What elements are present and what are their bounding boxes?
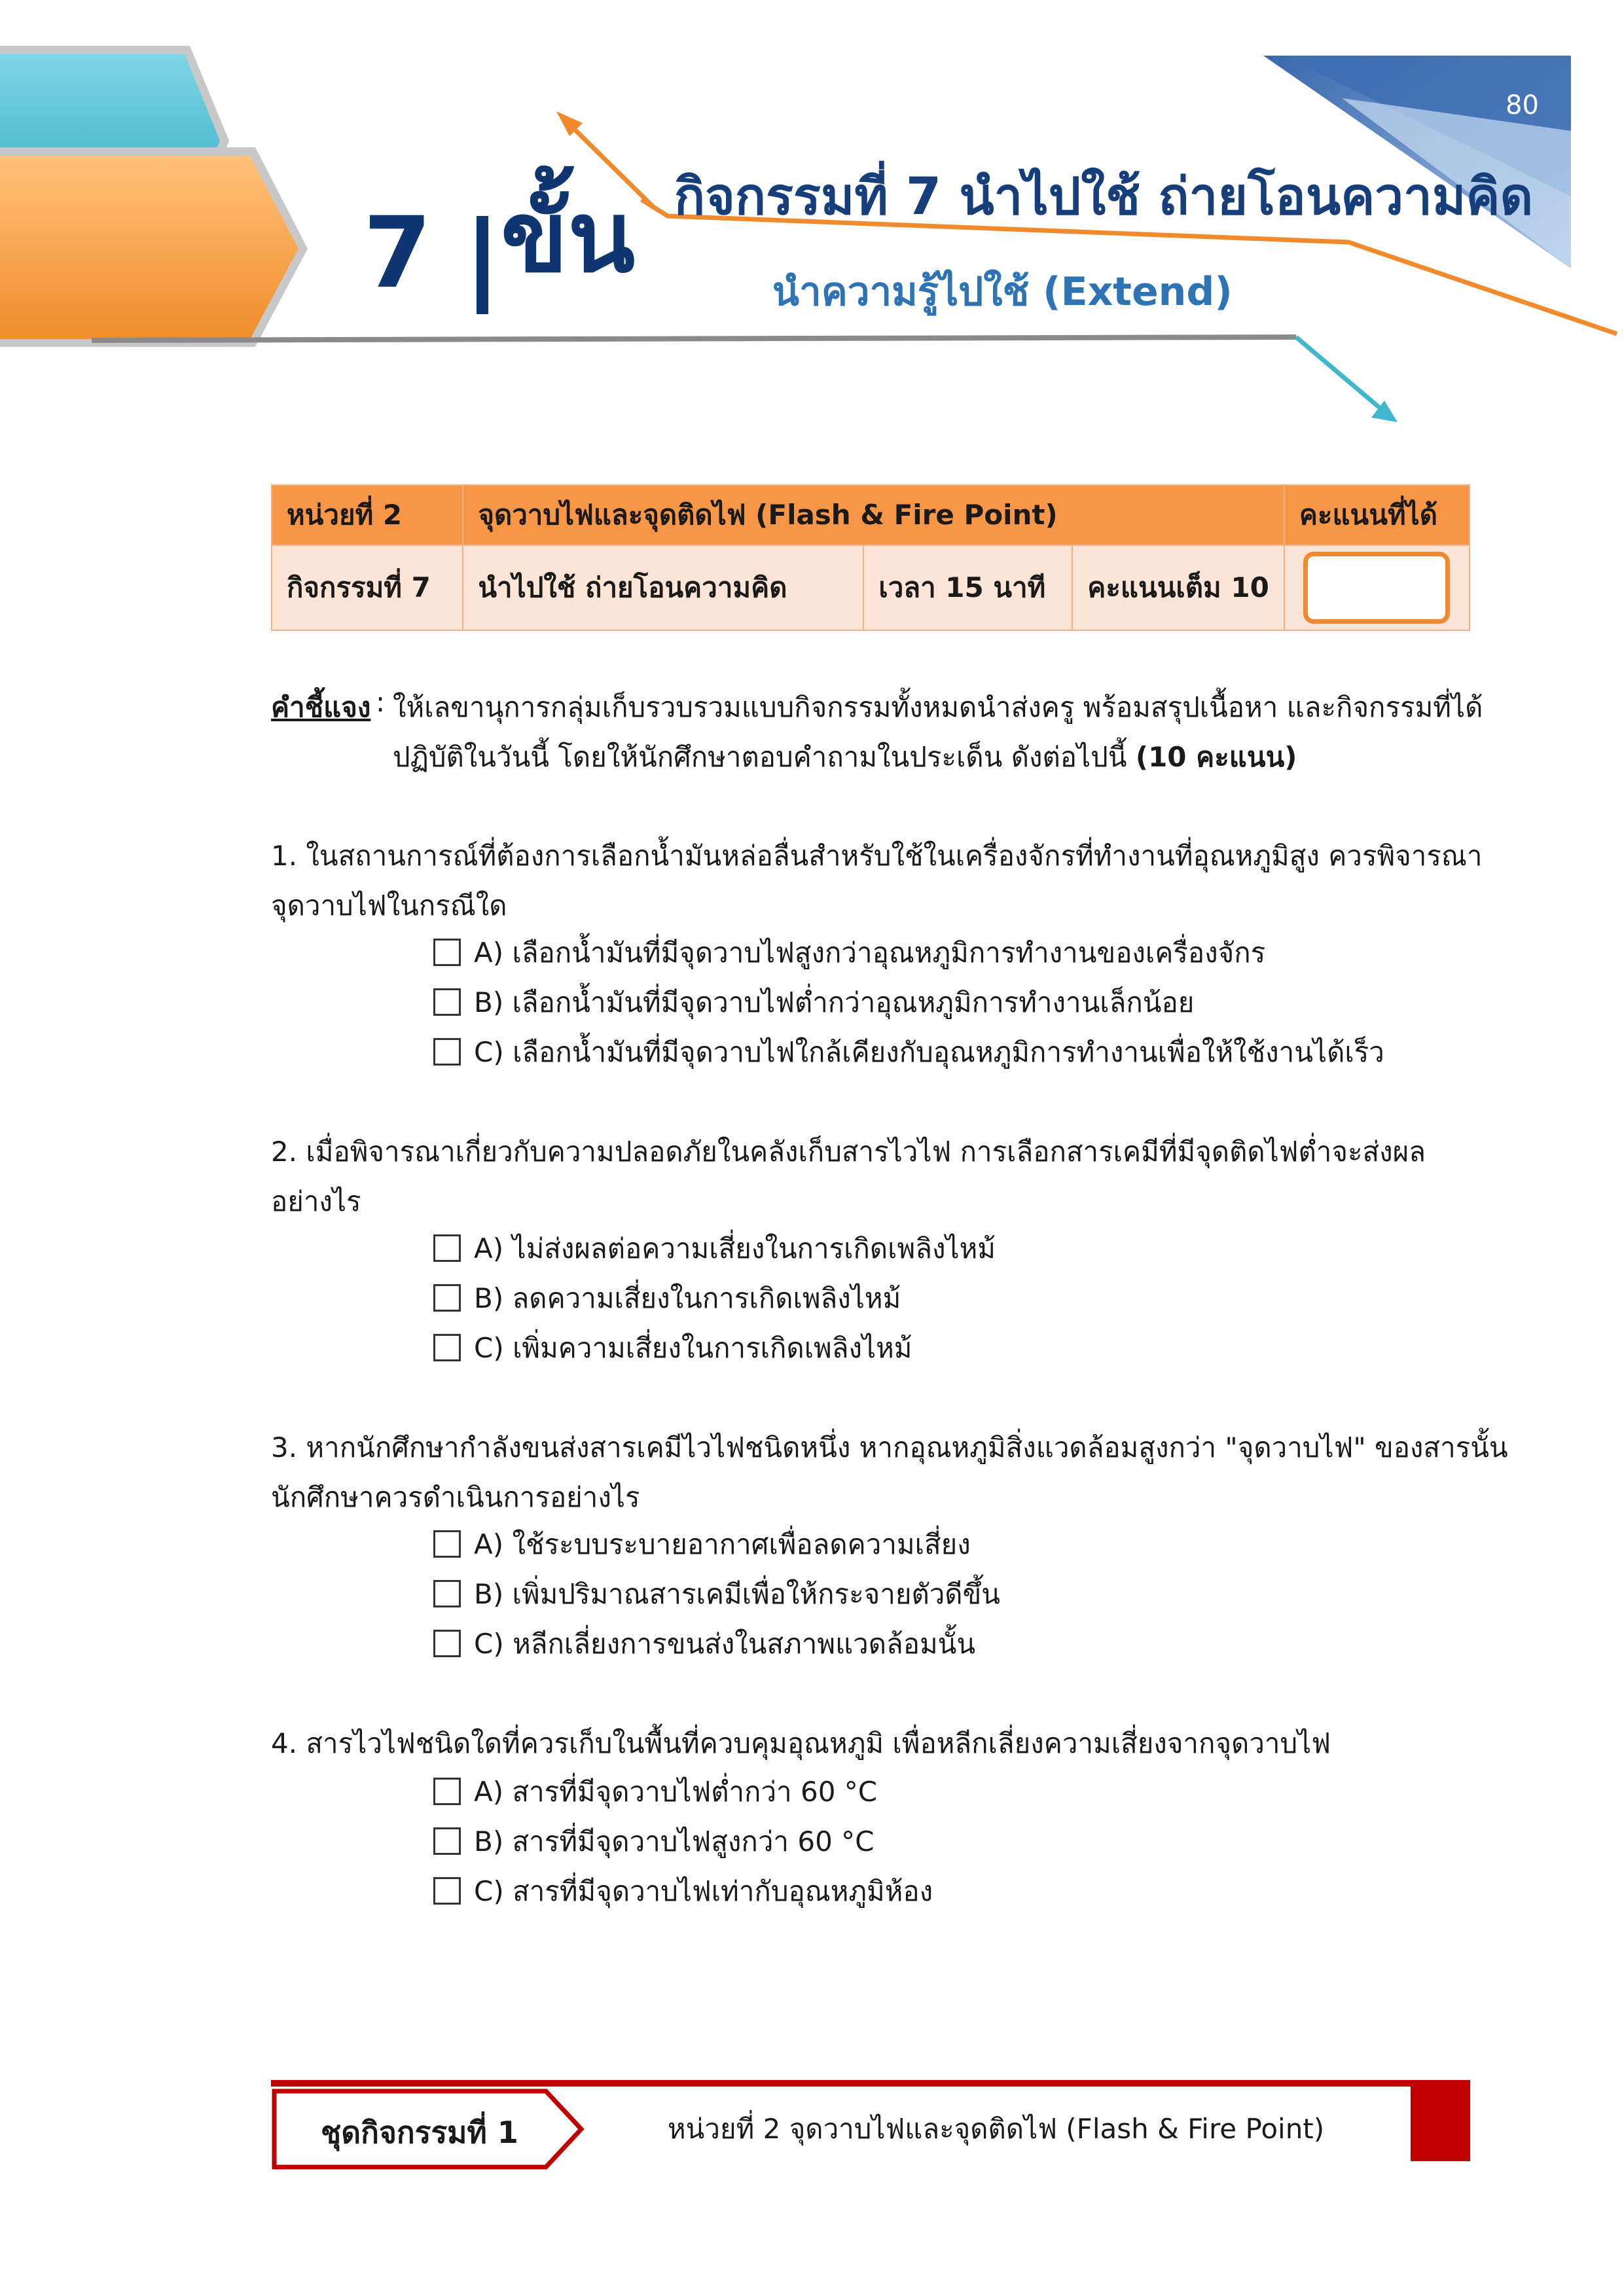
option-label: A) เลือกน้ำมันที่มีจุดวาบไฟสูงกว่าอุณหภูมิการทำงานของเครื่องจักร: [474, 937, 1266, 969]
option-label: A) สารที่มีจุดวาบไฟต่ำกว่า 60 °C: [474, 1776, 878, 1808]
activity-subtitle: นำความรู้ไปใช้ (Extend): [772, 269, 1233, 315]
question-1-option-c[interactable]: [433, 1028, 1384, 1077]
question-3-option-c[interactable]: [433, 1619, 975, 1669]
question-1-line-1: 1. ในสถานการณ์ที่ต้องการเลือกน้ำมันหล่อลื่นสำหรับใช้ในเครื่องจักรที่ทำงานที่อุณหภูมิสูง ควรพิจารณา: [271, 840, 1483, 872]
instructions-label: คำชี้แจง: [271, 691, 371, 723]
step-word: ขั้น: [501, 181, 636, 295]
question-2-line-1: 2. เมื่อพิจารณาเกี่ยวกับความปลอดภัยในคลังเก็บสารไวไฟ การเลือกสารเคมีที่มีจุดติดไฟต่ำจะส่งผล: [271, 1136, 1426, 1168]
step-divider: [477, 216, 488, 314]
question-1: [271, 831, 1483, 931]
score-input-box[interactable]: [1303, 552, 1450, 624]
checkbox[interactable]: [433, 1234, 461, 1262]
step-number: 7: [363, 196, 432, 310]
option-label: C) เพิ่มความเสี่ยงในการเกิดเพลิงไหม้: [474, 1332, 912, 1364]
checkbox[interactable]: [433, 1778, 461, 1805]
activity-title: กิจกรรมที่ 7 นำไปใช้ ถ่ายโอนความคิด: [674, 168, 1534, 226]
checkbox[interactable]: [433, 1827, 461, 1855]
question-3-option-b[interactable]: [433, 1570, 1000, 1619]
option-label: C) เลือกน้ำมันที่มีจุดวาบไฟใกล้เคียงกับอุณหภูมิการทำงานเพื่อให้ใช้งานได้เร็ว: [474, 1036, 1384, 1068]
checkbox[interactable]: [433, 1630, 461, 1657]
orange-arrow-shape: [0, 147, 308, 347]
question-1-option-a[interactable]: [433, 928, 1265, 978]
info-table-header-row: [272, 485, 1470, 545]
option-label: B) ลดความเสี่ยงในการเกิดเพลิงไหม้: [474, 1282, 901, 1314]
teal-arrow-line: [92, 337, 1398, 422]
footer-accent-block: [1411, 2080, 1470, 2161]
checkbox[interactable]: [433, 1038, 461, 1066]
question-2-option-b[interactable]: [433, 1274, 901, 1323]
question-1-option-b[interactable]: [433, 978, 1194, 1028]
question-3-line-2: นักศึกษาควรดำเนินการอย่างไร: [271, 1481, 640, 1513]
question-3-option-a[interactable]: [433, 1520, 971, 1570]
option-label: A) ใช้ระบบระบายอากาศเพื่อลดความเสี่ยง: [474, 1528, 971, 1560]
instructions-line-1: ให้เลขานุการกลุ่มเก็บรวบรวมแบบกิจกรรมทั้งหมดนำส่งครู พร้อมสรุปเนื้อหา และกิจกรรมที่ได้: [393, 691, 1483, 723]
instructions-line-2: [393, 736, 1297, 779]
question-2: [271, 1127, 1475, 1227]
question-1-line-2: จุดวาบไฟในกรณีใด: [271, 889, 507, 922]
checkbox[interactable]: [433, 1530, 461, 1558]
activity-time: เวลา 15 นาที: [863, 545, 1072, 630]
activity-label: กิจกรรมที่ 7: [272, 545, 463, 630]
score-cell: [1284, 545, 1470, 630]
question-2-option-c[interactable]: [433, 1323, 912, 1373]
instructions-colon: :: [376, 686, 386, 718]
question-4: [271, 1719, 1475, 1768]
option-label: B) เพิ่มปริมาณสารเคมีเพื่อให้กระจายตัวดีขึ้น: [474, 1578, 1001, 1610]
instructions-line-2-text: ปฏิบัติในวันนี้ โดยให้นักศึกษาตอบคำถามในประเด็น ดังต่อไปนี้: [393, 741, 1127, 773]
checkbox[interactable]: [433, 1334, 461, 1361]
checkbox[interactable]: [433, 1284, 461, 1312]
question-4-option-a[interactable]: [433, 1767, 877, 1817]
option-label: B) เลือกน้ำมันที่มีจุดวาบไฟต่ำกว่าอุณหภูมิการทำงานเล็กน้อย: [474, 986, 1195, 1018]
full-score: คะแนนเต็ม 10: [1072, 545, 1284, 630]
checkbox[interactable]: [433, 1877, 461, 1905]
question-3: [271, 1423, 1508, 1522]
checkbox[interactable]: [433, 939, 461, 966]
activity-info-table: [271, 484, 1470, 631]
question-3-line-1: 3. หากนักศึกษากำลังขนส่งสารเคมีไวไฟชนิดหนึ่ง หากอุณหภูมิสิ่งแวดล้อมสูงกว่า "จุดวาบไฟ" ของสารนั้น: [271, 1431, 1508, 1463]
footer-rule: [271, 2080, 1470, 2087]
option-label: C) หลีกเลี่ยงการขนส่งในสภาพแวดล้อมนั้น: [474, 1628, 976, 1660]
info-table-detail-row: [272, 545, 1470, 630]
footer-unit-text: หน่วยที่ 2 จุดวาบไฟและจุดติดไฟ (Flash & Fire Point): [668, 2113, 1325, 2145]
question-4-option-b[interactable]: [433, 1817, 874, 1867]
option-label: A) ไม่ส่งผลต่อความเสี่ยงในการเกิดเพลิงไหม้: [474, 1232, 996, 1265]
option-label: C) สารที่มีจุดวาบไฟเท่ากับอุณหภูมิห้อง: [474, 1875, 933, 1907]
score-label: คะแนนที่ได้: [1284, 485, 1470, 545]
activity-name: นำไปใช้ ถ่ายโอนความคิด: [463, 545, 863, 630]
checkbox[interactable]: [433, 988, 461, 1016]
page-number: 80: [1506, 90, 1539, 120]
unit-label: หน่วยที่ 2: [272, 485, 463, 545]
unit-title: จุดวาบไฟและจุดติดไฟ (Flash & Fire Point): [463, 485, 1284, 545]
option-label: B) สารที่มีจุดวาบไฟสูงกว่า 60 °C: [474, 1825, 875, 1857]
question-2-line-2: อย่างไร: [271, 1185, 361, 1217]
question-2-option-a[interactable]: [433, 1224, 996, 1274]
question-4-option-c[interactable]: [433, 1867, 933, 1916]
footer-series-label: ชุดกิจกรรมที่ 1: [321, 2115, 518, 2150]
instructions-points: (10 คะแนน): [1135, 741, 1297, 773]
question-4-line-1: 4. สารไวไฟชนิดใดที่ควรเก็บในพื้นที่ควบคุมอุณหภูมิ เพื่อหลีกเลี่ยงความเสี่ยงจากจุดวาบไฟ: [271, 1727, 1331, 1759]
checkbox[interactable]: [433, 1580, 461, 1607]
